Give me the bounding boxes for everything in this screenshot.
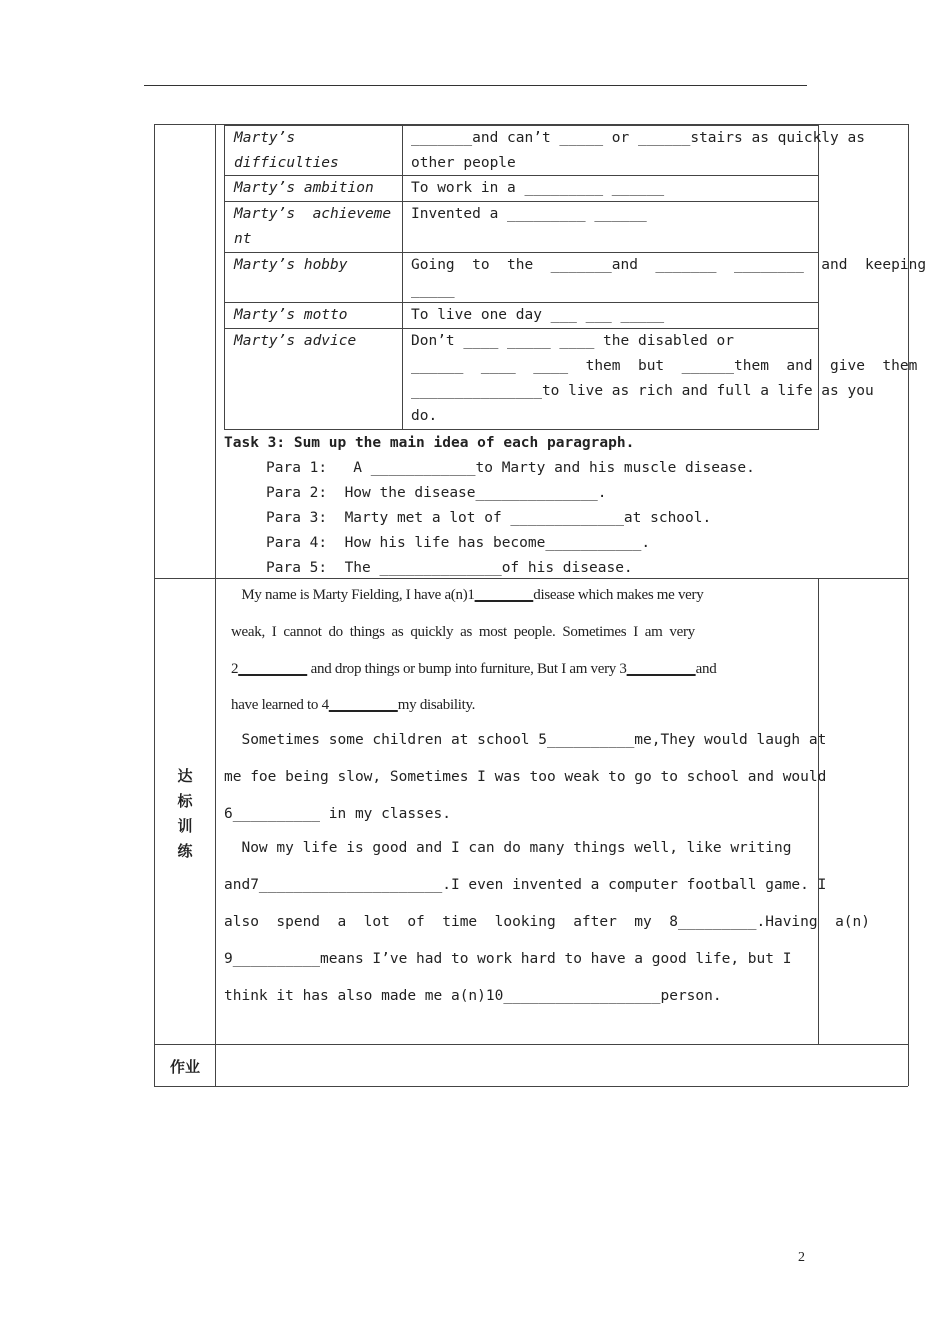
cloze-line-7[interactable]: 6__________ in my classes. xyxy=(224,806,451,822)
task3-para-3[interactable]: Para 3: Marty met a lot of _____________at school. xyxy=(266,510,712,526)
row-hobby-content[interactable]: Going to the _______and _______ ________ and keeping _____ xyxy=(411,257,927,298)
cloze-line-5[interactable]: Sometimes some children at school 5__________me,They would laugh at xyxy=(224,732,827,748)
task3-para-5[interactable]: Para 5: The ______________of his disease. xyxy=(266,560,633,576)
row-advice-content[interactable]: Don’t ____ _____ ____ the disabled or ______ ____ ____ them but ______them and give them _______________to live as rich and full a life as you do. xyxy=(411,333,918,424)
cloze-line-12[interactable]: think it has also made me a(n)10__________________person. xyxy=(224,988,722,1004)
cloze-line-2: weak, I cannot do things as quickly as most people. Sometimes I am very xyxy=(231,624,695,640)
cloze-line-6: me foe being slow, Sometimes I was too weak to go to school and would xyxy=(224,769,827,785)
homework-answer-area[interactable] xyxy=(216,1045,907,1085)
row-achievement-content[interactable]: Invented a _________ ______ xyxy=(411,206,647,222)
homework-label: 作业 xyxy=(169,1058,200,1076)
cloze-line-10[interactable]: also spend a lot of time looking after my 8_________.Having a(n) xyxy=(224,914,871,930)
task3-para-2[interactable]: Para 2: How the disease______________. xyxy=(266,485,607,501)
task3-para-1[interactable]: Para 1: A ____________to Marty and his muscle disease. xyxy=(266,460,755,476)
cloze-line-11[interactable]: 9__________means I’ve had to work hard to have a good life, but I xyxy=(224,951,792,967)
cloze-line-8: Now my life is good and I can do many things well, like writing xyxy=(224,840,792,856)
cloze-line-1[interactable]: My name is Marty Fielding, I have a(n)1 disease which makes me very xyxy=(231,587,704,603)
row-advice-label: Marty’s advice xyxy=(234,333,357,349)
cloze-line-4[interactable]: have learned to 4 my disability. xyxy=(231,697,476,713)
row-hobby-label: Marty’s hobby xyxy=(234,257,348,273)
row-ambition-content[interactable]: To work in a _________ ______ xyxy=(411,180,665,196)
cloze-line-3[interactable]: 2 and drop things or bump into furniture, But I am very 3 and xyxy=(231,661,717,677)
task3-section xyxy=(224,431,755,581)
task3-title: Task 3: Sum up the main idea of each paragraph. xyxy=(224,435,635,451)
cloze-line-9[interactable]: and7_____________________.I even invented a computer football game. I xyxy=(224,877,827,893)
page-number: 2 xyxy=(798,1250,805,1265)
row-motto-content[interactable]: To live one day ___ ___ _____ xyxy=(411,307,665,323)
row-ambition-label: Marty’s ambition xyxy=(234,180,374,196)
task3-para-4[interactable]: Para 4: How his life has become___________. xyxy=(266,535,651,551)
practice-side-label: 达 标 训 练 xyxy=(177,767,193,860)
row-motto-label: Marty’s motto xyxy=(234,307,348,323)
row-difficulties-label: Marty’s difficulties xyxy=(234,130,339,171)
row-difficulties-content[interactable]: _______and can’t _____ or ______stairs as quickly as other people xyxy=(411,130,865,171)
row-achievement-label: Marty’s achieveme nt xyxy=(234,206,392,247)
header-rule xyxy=(144,85,807,86)
